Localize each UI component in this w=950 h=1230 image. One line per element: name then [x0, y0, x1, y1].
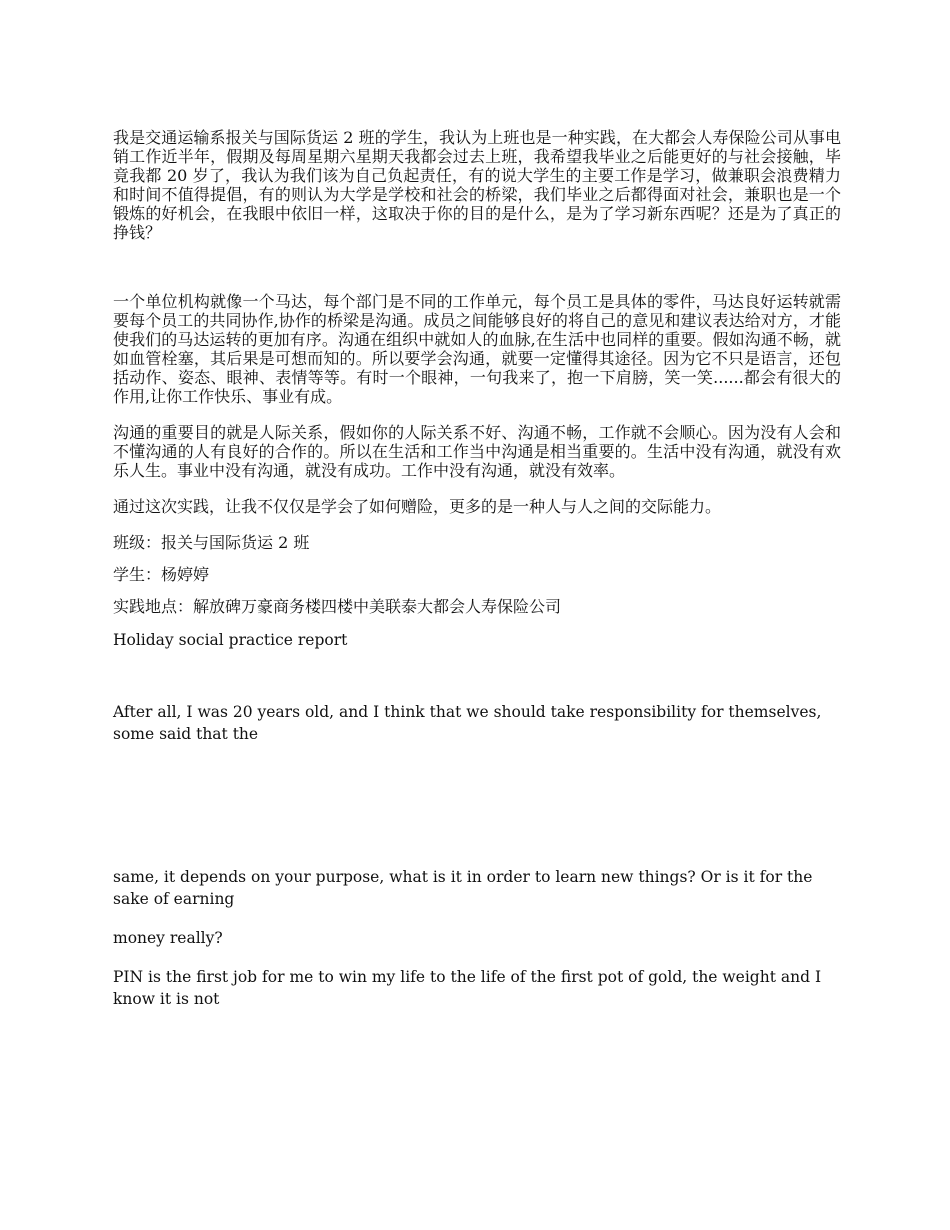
- spacer: [113, 668, 841, 701]
- english-paragraph-1: After all, I was 20 years old, and I think that we should take responsibility for themselves, some said that the: [113, 703, 822, 743]
- english-paragraph-2: same, it depends on your purpose, what is it in order to learn new things? Or is it for the sake of earning: [113, 868, 813, 908]
- english-paragraph-3: money really?: [113, 929, 223, 947]
- english-title: Holiday social practice report: [113, 631, 348, 649]
- document-page: [113, 128, 841, 1027]
- paragraph-conclusion: 通过这次实践，让我不仅仅是学会了如何赠险，更多的是一种人与人之间的交际能力。: [113, 497, 722, 516]
- class-line: 班级：报关与国际货运 2 班: [113, 533, 310, 552]
- paragraph-motor-analogy: 一个单位机构就像一个马达，每个部门是不同的工作单元，每个员工是具体的零件，马达良好运转就需要每个员工的共同协作,协作的桥梁是沟通。成员之间能够良好的将自己的意见和建议表达给对方，才能使我们的马达运转的更加有序。沟通在组织中就如人的血脉,在生活中也同样的重要。假如沟通不畅，就如血管栓塞，其后果是可想而知的。所以要学会沟通，就要一定懂得其途径。因为它不只是语言，还包括动作、姿态、眼神、表情等等。有时一个眼神，一句我来了，抱一下肩膀，笑一笑......都会有很大的作用,让你工作快乐、事业有成。: [113, 292, 841, 406]
- student-line: 学生：杨婷婷: [113, 565, 210, 584]
- spacer: [113, 762, 841, 866]
- paragraph-communication: 沟通的重要目的就是人际关系，假如你的人际关系不好、沟通不畅，工作就不会顺心。因为没有人会和不懂沟通的人有良好的合作的。所以在生活和工作当中沟通是相当重要的。生活中没有沟通，就没有欢乐人生。事业中没有沟通，就没有成功。工作中没有沟通，就没有效率。: [113, 423, 841, 480]
- english-paragraph-4: PIN is the first job for me to win my life to the life of the first pot of gold, the weight and I know it is not: [113, 968, 822, 1008]
- paragraph-intro: 我是交通运输系报关与国际货运 2 班的学生，我认为上班也是一种实践，在大都会人寿保险公司从事电销工作近半年，假期及每周星期六星期天我都会过去上班，我希望我毕业之后能更好的与社会接触，毕竟我都 20 岁了，我认为我们该为自己负起责任，有的说大学生的主要工作是学习，做兼职会浪费精力和时间不值得提倡，有的则认为大学是学校和社会的桥梁，我们毕业之后都得面对社会，兼职也是一个锻炼的好机会，在我眼中依旧一样，这取决于你的目的是什么，是为了学习新东西呢？还是为了真正的挣钱？: [113, 128, 841, 242]
- english-section: [113, 629, 841, 1010]
- spacer: [113, 259, 841, 292]
- location-line: 实践地点：解放碑万豪商务楼四楼中美联泰大都会人寿保险公司: [113, 597, 562, 616]
- report-meta: [113, 533, 841, 616]
